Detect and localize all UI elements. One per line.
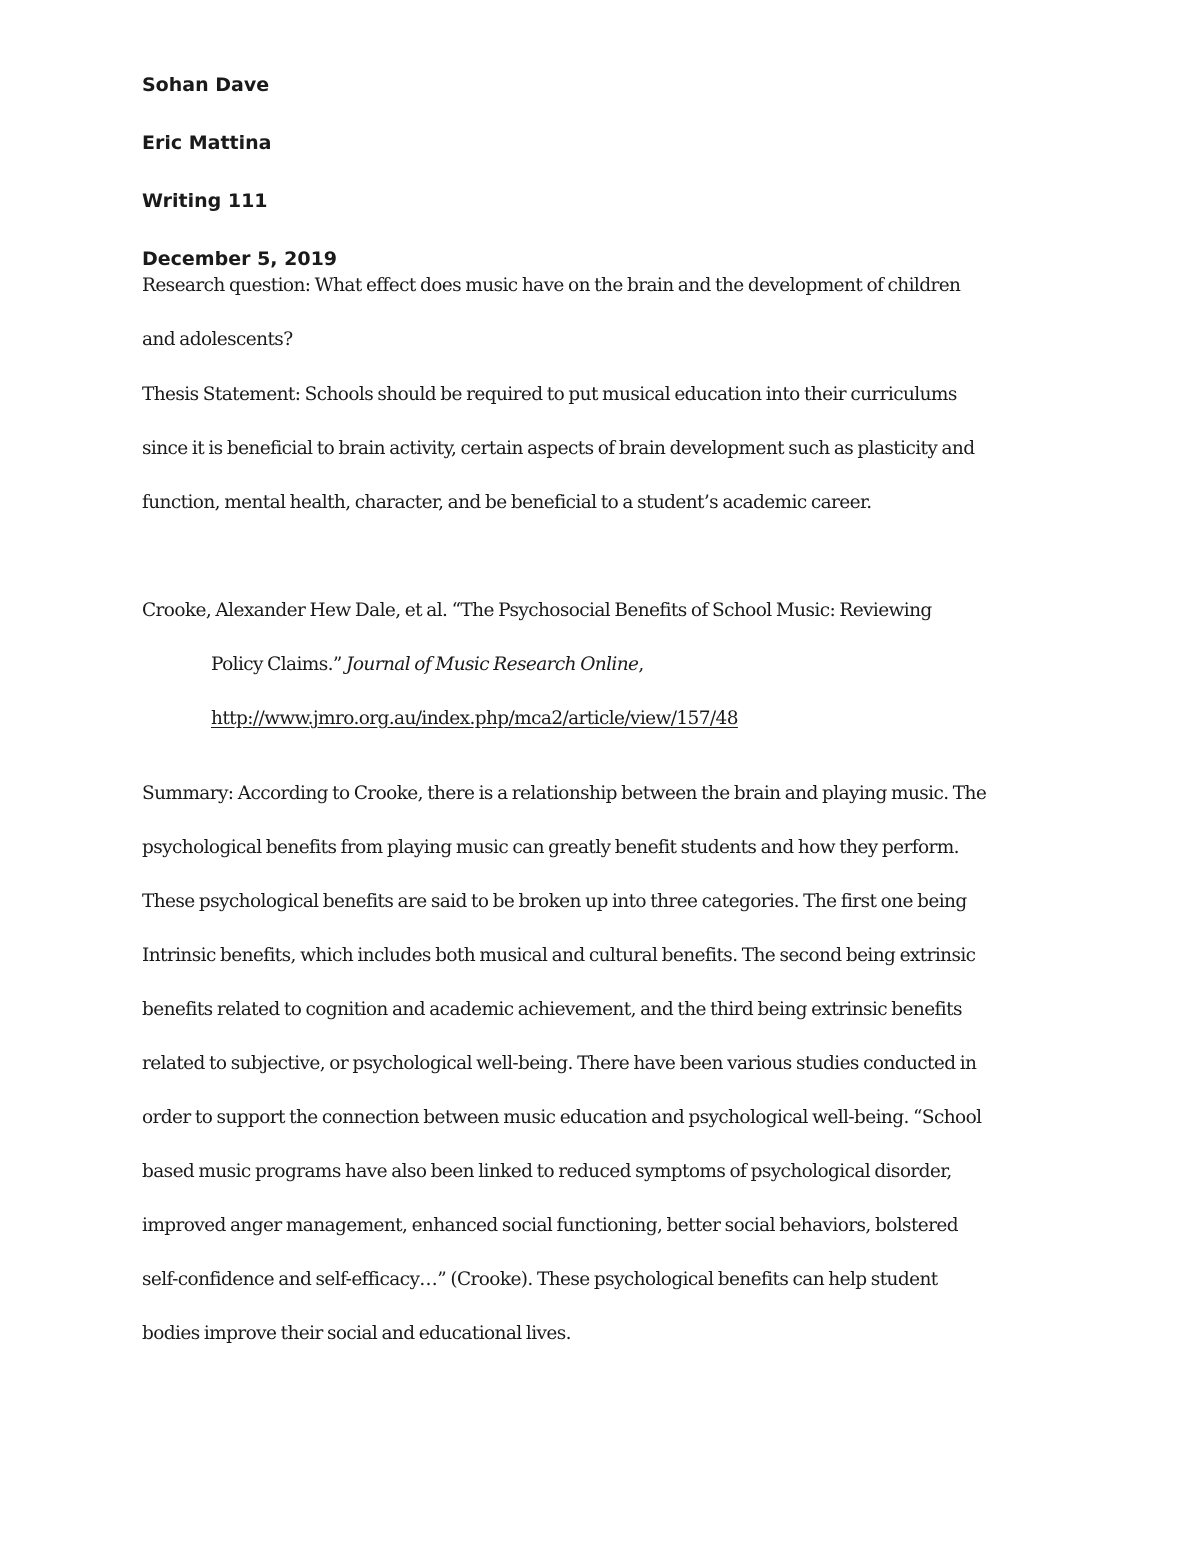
author-name: Sohan Dave [142, 74, 270, 96]
thesis-line: function, mental health, character, and be beneficial to a student’s academic career. [142, 492, 872, 513]
citation [142, 584, 1082, 746]
journal-title: Journal of Music Research Online [346, 654, 639, 675]
thesis-line: since it is beneficial to brain activity, certain aspects of brain development such as plasticity and [142, 438, 975, 459]
summary-line: improved anger management, enhanced social functioning, better social behaviors, bolstered [142, 1215, 958, 1236]
summary-line: self-confidence and self-efficacy…” (Crooke). These psychological benefits can help student [142, 1269, 938, 1290]
citation-line [142, 692, 1082, 746]
summary-line: related to subjective, or psychological well-being. There have been various studies conducted in [142, 1053, 977, 1074]
citation-url-link[interactable]: http://www.jmro.org.au/index.php/mca2/article/view/157/48 [211, 708, 738, 729]
summary-line: bodies improve their social and educational lives. [142, 1323, 571, 1344]
course-name: Writing 111 [142, 190, 268, 212]
research-question-line: Research question: What effect does music have on the brain and the development of children [142, 275, 961, 296]
citation-punct: , [638, 654, 644, 675]
summary-line: based music programs have also been linked to reduced symptoms of psychological disorder, [142, 1161, 952, 1182]
citation-line [142, 638, 1082, 692]
citation-title-end: Policy Claims.” [211, 654, 347, 675]
citation-line: Crooke, Alexander Hew Dale, et al. “The Psychosocial Benefits of School Music: Reviewing [142, 600, 932, 621]
thesis-statement [142, 368, 1082, 530]
summary-line: benefits related to cognition and academic achievement, and the third being extrinsic benefits [142, 999, 962, 1020]
thesis-line: Thesis Statement: Schools should be required to put musical education into their curriculums [142, 384, 957, 405]
summary-line: Summary: According to Crooke, there is a relationship between the brain and playing music. The [142, 783, 987, 804]
instructor-name: Eric Mattina [142, 132, 272, 154]
summary-line: psychological benefits from playing music can greatly benefit students and how they perform. [142, 837, 959, 858]
summary-line: These psychological benefits are said to be broken up into three categories. The first one being [142, 891, 967, 912]
summary-line: order to support the connection between music education and psychological well-being. “School [142, 1107, 982, 1128]
summary-paragraph [142, 767, 1082, 1361]
research-question [142, 259, 1082, 367]
document-date: December 5, 2019 [142, 248, 338, 270]
research-question-line: and adolescents? [142, 329, 293, 350]
summary-line: Intrinsic benefits, which includes both musical and cultural benefits. The second being extrinsic [142, 945, 976, 966]
